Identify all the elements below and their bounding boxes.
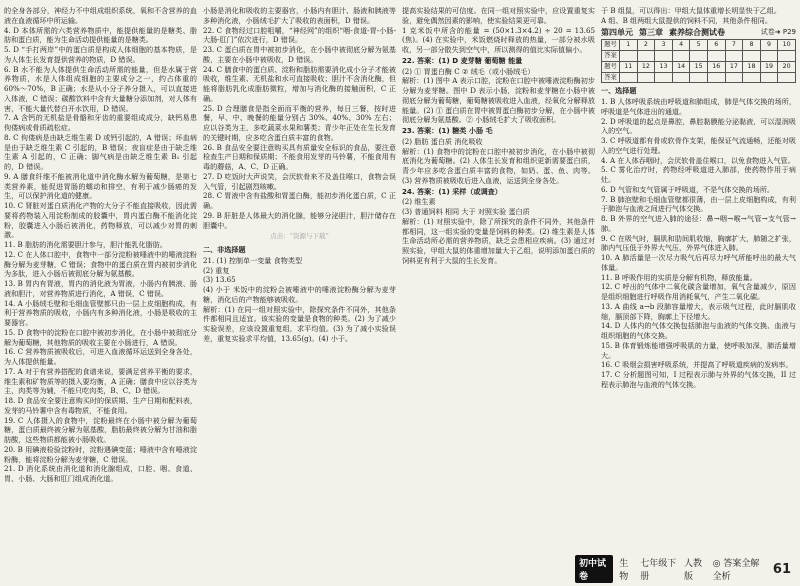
brand-logo: 初中试卷 bbox=[575, 555, 613, 583]
footer-tail: ◎ 答案全解全析 bbox=[712, 559, 760, 582]
answer-paragraph: 1. B 人体呼吸系统由呼吸道和肺组成，肺是气体交换的场所，呼吸道是气体进出的通道。 bbox=[601, 97, 796, 116]
answer-paragraph: 20. B 用碘液检验淀粉时，淀粉遇碘变蓝；唾液中含有唾液淀粉酶，能将淀粉分解为麦芽糖，C 错误。 bbox=[4, 444, 197, 464]
answer-paragraph: (3) 普通饲料 相同 大于 对照实验 蛋白质 bbox=[402, 207, 530, 216]
answer-paragraph: 17. A 对于有营养搭配的食谱来说，要满足营养平衡的要求，维生素和矿物质等的摄入要均衡，A 正确；膳食中应以谷类为主，肉类等为辅，不能只吃肉类，B、C、D 错误。 bbox=[4, 366, 197, 396]
answer-paragraph: 解析：(1) 在同一组对照实验中，除探究条件不同外，其他条件都相同且适宜。该实验的变量是食物的种类。(2) 为了减少实验误差，应该设置重复组，求平均值。(3) 为了减小实验误差，重复实验求平均值，13.65(g)。(4) 小于。 bbox=[203, 304, 396, 343]
answer-heading: 24. 答案：(1) 采样（或调查） bbox=[402, 186, 502, 196]
answer-grid bbox=[601, 39, 796, 83]
answer-paragraph: 10. A 肺活量是一次尽力吸气后再尽力呼气所能呼出的最大气体量。 bbox=[601, 253, 796, 272]
answer-column-4 bbox=[601, 6, 796, 558]
answer-column-2 bbox=[203, 6, 396, 558]
answer-column-1 bbox=[4, 6, 197, 558]
grid-cell: 16 bbox=[707, 61, 725, 72]
answer-paragraph: A 组、B 组两组大鼠提供的饲料不同，其他条件相同。 bbox=[601, 15, 772, 25]
answer-paragraph: (2) 重复 bbox=[203, 265, 230, 275]
answer-paragraph: 1 克米饭中所含的能量 = (50×1.3×4.2) ÷ 20 = 13.65 (焦)。(4) 在实验中，米饭燃烧时释放的热量，一部分被水吸收，另一部分散失到空气中，所以测得的值比实际值偏小。 bbox=[402, 25, 595, 54]
answer-paragraph: 17. C 分析题图可知，I 过程表示肺与外界的气体交换，II 过程表示肺泡与血液的气体交换。 bbox=[601, 370, 796, 389]
answer-paragraph: 于 B 组鼠，可以得出：甲组大鼠体重增长明显快于乙组。 bbox=[601, 6, 781, 15]
answer-paragraph: 7. A 含钙的无机盐是骨骼和牙齿的重要组成成分，缺钙易患佝偻病或骨质疏松症。 bbox=[4, 113, 197, 132]
answer-grid-row bbox=[602, 61, 796, 72]
grid-cell: 18 bbox=[743, 61, 761, 72]
grid-cell: 17 bbox=[725, 61, 743, 72]
answer-paragraph: 14. D 人体内的气体交换包括肺泡与血液的气体交换、血液与组织细胞的气体交换。 bbox=[601, 321, 796, 340]
grid-cell: 6 bbox=[707, 40, 725, 51]
grid-cell: 13 bbox=[655, 61, 673, 72]
answer-paragraph: 15. D 食物中的淀粉在口腔中被初步消化，在小肠中被彻底分解为葡萄糖，其他物质的吸收主要在小肠进行，A 错误。 bbox=[4, 327, 197, 347]
answer-paragraph: 解析：(1) 对照实验中，除了所探究的条件不同外，其他条件都相同，这一组实验的变量是饲料的种类。(2) 维生素是人体生命活动所必需的营养物质，缺乏会患相应疾病。(3) 通过对照实验，甲组大鼠的体重增加量大于乙组，说明添加蛋白质的饲料更有利于大鼠的生长发育。 bbox=[402, 216, 595, 265]
answer-paragraph: 6. D 气管和支气管属于呼吸道，不是气体交换的场所。 bbox=[601, 184, 775, 194]
answer-heading: 23. 答案：(1) 糖类 小肠 毛 bbox=[402, 126, 493, 135]
answer-paragraph: 7. B 肺泡壁和毛细血管壁都很薄，由一层上皮细胞构成，有利于肺泡与血液之间进行气体交换。 bbox=[601, 194, 796, 214]
answer-paragraph: 11. B 脂肪的消化需要胆汁参与，胆汁能乳化脂肪。 bbox=[4, 240, 167, 249]
answer-grid-row bbox=[602, 40, 796, 51]
grid-cell: 20 bbox=[778, 61, 796, 72]
answer-paragraph: 25. D 合理膳食是指全面而平衡的营养，每日三餐，按时进餐，早、中、晚餐的能量分别占 30%、40%、30% 左右；应以谷类为主，多吃蔬菜水果和薯类；青少年正处在生长发育的关键时期，应多吃含蛋白质丰富的食物。 bbox=[203, 103, 396, 142]
answer-paragraph: 24. C 膳食中的蛋白质、淀粉和脂肪需要消化成小分子才能被吸收，维生素、无机盐和水可直接吸收；胆汁不含消化酶，但能将脂肪乳化成脂肪微粒，增加与消化酶的接触面积，C 正确。 bbox=[203, 64, 396, 103]
page-number: 61 bbox=[772, 561, 791, 577]
answer-paragraph: 12. C 呼出的气体中二氧化碳含量增加，氧气含量减少，原因是组织细胞进行呼吸作用消耗氧气，产生二氧化碳。 bbox=[601, 282, 796, 301]
answer-paragraph: 13. A 曲线 a→b 段肺容量增大，表示吸气过程，此时膈肌收缩，膈顶部下降，胸廓上下径增大。 bbox=[601, 301, 796, 321]
grid-label: 答案 bbox=[602, 72, 620, 83]
answer-paragraph: 6. B 水不能为人体提供生命活动所需的能量，但是水属于营养物质，水是人体组成细胞的主要成分之一，约占体重的 60%～70%，B 正确；水是从小分子养分摄入，可以直接进入体液，C 错误；碳酸饮料中含有大量糖分添加剂，对人体有害，不能大量代替白开水饮用，D 错误。 bbox=[4, 64, 197, 113]
answer-paragraph: 2. D 呼吸道的起点是鼻腔，鼻腔黏膜能分泌黏液，可以湿润吸入的空气。 bbox=[601, 116, 796, 136]
answer-paragraph: 16. C 营养物质被吸收后，可进入血液循环运送到全身各处，为人体提供能量。 bbox=[4, 347, 197, 366]
answer-paragraph: (4) 小于 米饭中的淀粉会被唾液中的唾液淀粉酶分解为麦芽糖，消化后的产物能够被吸收。 bbox=[203, 285, 396, 304]
answer-paragraph: 5. C 雾化治疗时，药物经呼吸道进入肺部，使药物作用于病灶。 bbox=[601, 165, 796, 184]
grid-label: 题号 bbox=[602, 40, 620, 51]
answer-paragraph: 4. A 在人体吞咽时，会厌软骨盖住喉口，以免食物进入气管。 bbox=[601, 155, 795, 165]
answer-paragraph: 14. A 小肠绒毛壁和毛细血管壁都只由一层上皮细胞构成，有利于营养物质的吸收，小肠内有多种消化液，小肠是吸收的主要器官。 bbox=[4, 298, 197, 327]
answer-paragraph: 9. C 在吸气时，膈肌和肋间肌收缩，胸廓扩大，肺随之扩张，肺内气压低于外界大气压，外界气体进入肺。 bbox=[601, 233, 796, 253]
grid-cell: 8 bbox=[743, 40, 761, 51]
footer-subject: 生物 bbox=[619, 559, 629, 582]
answer-paragraph: 3. C 呼吸道都有骨或软骨作支架，能保证气流通畅，还能对吸入的空气进行处理。 bbox=[601, 136, 796, 155]
answer-paragraph: 解析：(1) 图中 A 表示口腔，淀粉在口腔中被唾液淀粉酶初步分解为麦芽糖。图中 D 表示小肠，淀粉和麦芽糖在小肠中被彻底分解为葡萄糖，葡萄糖被吸收进入血液，经氧化分解释放能量。(2) ① 蛋白质在胃中被胃蛋白酶初步分解，在小肠中被彻底分解为氨基酸。② 小肠绒毛扩大了吸收面积。 bbox=[402, 76, 595, 125]
grid-label: 题号 bbox=[602, 61, 620, 72]
footer-edition: 人教版 bbox=[684, 559, 703, 582]
answer-paragraph: (2) 维生素 bbox=[402, 197, 436, 207]
grid-cell: 7 bbox=[725, 40, 743, 51]
grid-cell: 19 bbox=[760, 61, 778, 72]
answer-grid-row bbox=[602, 72, 796, 83]
grid-cell: 12 bbox=[637, 61, 655, 72]
grid-cell: 15 bbox=[690, 61, 708, 72]
answer-paragraph: 18. D 食品安全要注意购买时的保质期、生产日期和配料表，发芽的马铃薯中含有毒物质，不能食用。 bbox=[4, 396, 197, 415]
answer-paragraph: (3) 13.65 bbox=[203, 275, 236, 285]
answer-paragraph: 10. C 肾脏对蛋白质消化产物的大分子不能直接吸收，因此需要将药物装入用淀粉制成的胶囊中，胃内蛋白酶不能消化淀粉，胶囊进入小肠后被消化，药物释放，可以减少对胃的刺激。 bbox=[4, 201, 197, 240]
answer-paragraph: 13. B 胃内有胃液，胃内的消化液为胃液，小肠内有胰液、肠液和胆汁，对营养物质进行消化，A 错误，C 错误。 bbox=[4, 279, 197, 298]
grid-cell: 2 bbox=[637, 40, 655, 51]
answer-paragraph: 23. C 蛋白质在胃中被初步消化，在小肠中被彻底分解为氨基酸，主要在小肠中被吸收，D 错误。 bbox=[203, 45, 396, 64]
section-title: 二、非选择题 bbox=[203, 245, 246, 254]
resource-stamp: 点击：“资源与下载” bbox=[270, 232, 329, 241]
grid-cell: 9 bbox=[760, 40, 778, 51]
answer-paragraph: (2) ① 胃蛋白酶 C ② 绒毛（或小肠绒毛） bbox=[402, 66, 535, 76]
answer-paragraph: 21. D 消化系统由消化道和消化腺组成，口腔、咽、食道、胃、小肠、大肠和肛门组成消化道。 bbox=[4, 464, 197, 483]
page-footer bbox=[575, 559, 797, 582]
answer-paragraph: 9. A 膳食纤维不能被消化道中消化酶水解为葡萄糖，是第七类营养素，能促进胃肠的蠕动和排空，有利于减少肠癌的发生，可以保护消化道的健康。 bbox=[4, 171, 197, 201]
answer-paragraph: 4. D 本体所需的六类营养物质中，能提供能量的是糖类、脂肪和蛋白质，能为生命活动提供能量的是糖类。 bbox=[4, 25, 197, 45]
grid-cell: 4 bbox=[672, 40, 690, 51]
grid-cell: 1 bbox=[620, 40, 638, 51]
footer-grade: 七年级下册 bbox=[640, 559, 677, 582]
answer-paragraph: (2) 脂肪 蛋白质 消化吸收 bbox=[402, 136, 483, 146]
page-reference: 试卷➜ P29 bbox=[760, 27, 796, 36]
grid-label: 答案 bbox=[602, 51, 620, 62]
answer-paragraph: 26. B 食品安全要注意购买具有质量安全标识的食品，要注意检查生产日期和保质期；不能食用发芽的马铃薯，不能食用有毒的蘑菇，A、C、D 正确。 bbox=[203, 142, 396, 171]
answer-grid-row bbox=[602, 51, 796, 62]
answer-paragraph: 小肠是消化和吸收的主要器官，小肠内有胆汁、肠液和胰液等多种消化液，小肠绒毛扩大了吸收的表面积，D 错误。 bbox=[203, 6, 396, 25]
answer-column-3 bbox=[402, 6, 595, 558]
grid-cell: 10 bbox=[778, 40, 796, 51]
grid-cell: 5 bbox=[690, 40, 708, 51]
answer-paragraph: 8. C 佝偻病是由缺乏维生素 D 或钙引起的，A 错误；坏血病是由于缺乏维生素 C 引起的，B 错误；夜盲症是由于缺乏维生素 A 引起的，C 正确；脚气病是由缺乏维生素 B₁ 引起的，D 错误。 bbox=[4, 132, 197, 171]
answer-paragraph: 27. D 吃饭时大声说笑，会厌软骨来不及盖住喉口，食物会误入气管，引起剧烈咳嗽。 bbox=[203, 171, 396, 191]
answer-paragraph: 5. D “手打两岸”中的蛋白质是构成人体细胞的基本物质，是为人体生长发育提供营养的物质，D 错误。 bbox=[4, 45, 197, 64]
answer-paragraph: 11. B 呼吸作用的实质是分解有机物，释放能量。 bbox=[601, 272, 757, 282]
section-title: 一、选择题 bbox=[601, 86, 637, 96]
answer-heading: 22. 答案：(1) D 麦芽糖 葡萄糖 能量 bbox=[402, 55, 523, 65]
answer-paragraph: 提高实验结果的可信度。在同一组对照实验中，应设置重复实验，避免偶然因素的影响，使实验结果更可靠。 bbox=[402, 6, 595, 25]
chapter-label: 第三章 bbox=[639, 27, 663, 37]
answer-paragraph: 12. C 在人体口腔中，食物中一部分淀粉被唾液中的唾液淀粉酶分解为麦芽糖，C 错误；食物中的蛋白质在胃内被初步消化为多肽，进入小肠后被彻底分解为氨基酸。 bbox=[4, 249, 197, 279]
answer-paragraph: 16. C 吸烟会损害呼吸系统，并提高了呼吸道疾病的发病率。 bbox=[601, 360, 793, 370]
answer-paragraph: 28. C 胃液中含有盐酸和胃蛋白酶，能初步消化蛋白质，C 正确。 bbox=[203, 191, 396, 210]
grid-cell: 11 bbox=[620, 61, 638, 72]
answer-paragraph: 19. C 人体摄入的食物中，淀粉最终在小肠中被分解为葡萄糖，蛋白质最终被分解为氨基酸，脂肪最终被分解为甘油和脂肪酸，这些物质都能被小肠吸收。 bbox=[4, 415, 197, 444]
unit-label: 第四单元 bbox=[601, 27, 633, 37]
unit-header bbox=[601, 28, 796, 38]
answer-paragraph: 22. C 食物经过口腔咀嚼，“神经网”的组织“咽-食道-胃-小肠-大肠-肛门”依次进行，D 错误。 bbox=[203, 25, 396, 45]
unit-title: 素养综合测试卷 bbox=[669, 27, 725, 37]
answer-paragraph: 解析：(1) 食物中的淀粉在口腔中被初步消化，在小肠中被彻底消化为葡萄糖。(2) 人体生长发育和组织更新需要蛋白质，青少年应多吃含蛋白质丰富的食物，如奶、蛋、鱼、肉等。(3) 营养物质被吸收后进入血液，运送到全身各处。 bbox=[402, 146, 595, 185]
grid-cell: 3 bbox=[655, 40, 673, 51]
answer-paragraph: 15. B 体育锻炼能增强呼吸肌的力量，使呼吸加深，肺活量增大。 bbox=[601, 340, 796, 360]
grid-cell: 14 bbox=[672, 61, 690, 72]
answer-paragraph: 的全身各部分，神经力不中组成组织系统，氧和不含营养的血液在血液循环中所运输。 bbox=[4, 6, 197, 25]
answer-paragraph: 29. B 肝脏是人体最大的消化腺，能够分泌胆汁，胆汁储存在胆囊中。 bbox=[203, 210, 396, 230]
answer-paragraph: 8. B 外界的空气进入肺的途径：鼻→咽→喉→气管→支气管→肺。 bbox=[601, 214, 796, 233]
answer-paragraph: 21. (1) 控制单一变量 食物类型 bbox=[203, 255, 303, 265]
